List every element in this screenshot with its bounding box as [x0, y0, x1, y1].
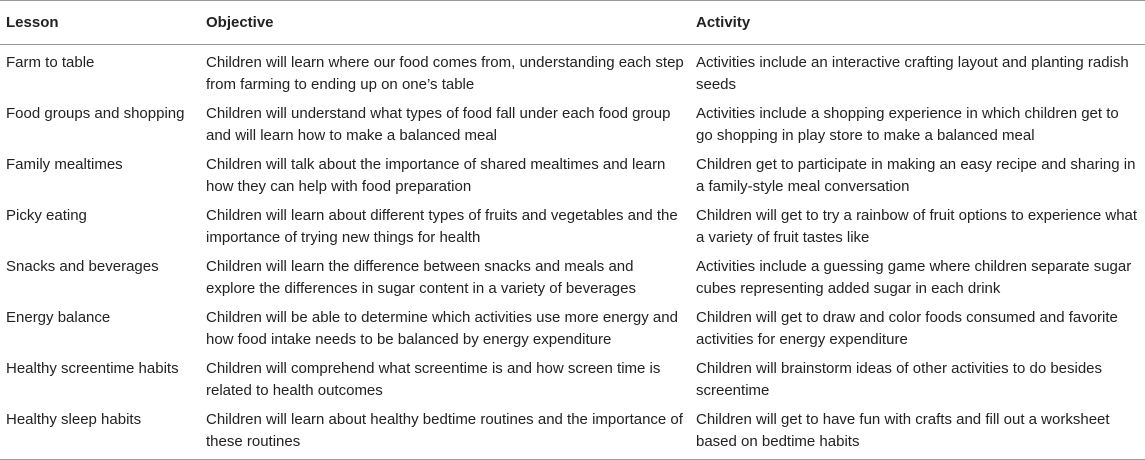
objective-cell: Children will learn about different types of fruits and vegetables and the importance of trying new things for health [206, 207, 678, 246]
activity-cell: Children will brainstorm ideas of other activities to do besides screentime [696, 360, 1103, 399]
objective-cell: Children will learn where our food comes from, understanding each step from farming to ending up on one’s table [206, 54, 684, 93]
activity-cell: Children will get to draw and color foods consumed and favorite activities for energy expenditure [696, 309, 1118, 348]
header-lesson: Lesson [0, 1, 200, 45]
header-row [0, 1, 1145, 45]
table-row [0, 405, 1145, 460]
lesson-cell: Healthy sleep habits [0, 405, 200, 460]
activity-cell: Activities include an interactive crafting layout and planting radish seeds [696, 54, 1129, 93]
lesson-cell: Food groups and shopping [6, 105, 185, 122]
table-row [0, 45, 1145, 100]
table-header [0, 1, 1145, 45]
lesson-cell: Energy balance [6, 309, 111, 326]
table-row [0, 150, 1145, 201]
table-row [0, 354, 1145, 405]
lesson-cell: Picky eating [6, 207, 87, 224]
table-row [0, 99, 1145, 150]
activity-cell: Activities include a guessing game where children separate sugar cubes representing added sugar in each drink [696, 258, 1132, 297]
lesson-cell: Healthy screentime habits [6, 360, 179, 377]
objective-cell: Children will learn the difference between snacks and meals and explore the differences in sugar content in a variety of beverages [206, 258, 636, 297]
activity-cell: Children will get to have fun with crafts and fill out a worksheet based on bedtime habits [690, 405, 1145, 460]
objective-cell: Children will understand what types of food fall under each food group and will learn how to make a balanced meal [206, 105, 671, 144]
objective-cell: Children will be able to determine which activities use more energy and how food intake needs to be balanced by energy expenditure [206, 309, 678, 348]
table-row [0, 303, 1145, 354]
table-row [0, 201, 1145, 252]
lesson-cell: Farm to table [6, 54, 95, 71]
activity-cell: Children get to participate in making an easy recipe and sharing in a family-style meal conversation [696, 156, 1136, 195]
objective-cell: Children will talk about the importance of shared mealtimes and learn how they can help with food preparation [206, 156, 666, 195]
lesson-cell: Snacks and beverages [6, 258, 159, 275]
lesson-cell: Family mealtimes [6, 156, 123, 173]
objective-cell: Children will learn about healthy bedtime routines and the importance of these routines [200, 405, 690, 460]
activity-cell: Children will get to try a rainbow of fruit options to experience what a variety of fruit tastes like [696, 207, 1138, 246]
header-activity: Activity [690, 1, 1145, 45]
objective-cell: Children will comprehend what screentime is and how screen time is related to health outcomes [206, 360, 661, 399]
table-body [0, 45, 1145, 460]
header-objective: Objective [200, 1, 690, 45]
table-row [0, 252, 1145, 303]
activity-cell: Activities include a shopping experience in which children get to go shopping in play store to make a balanced meal [696, 105, 1119, 144]
